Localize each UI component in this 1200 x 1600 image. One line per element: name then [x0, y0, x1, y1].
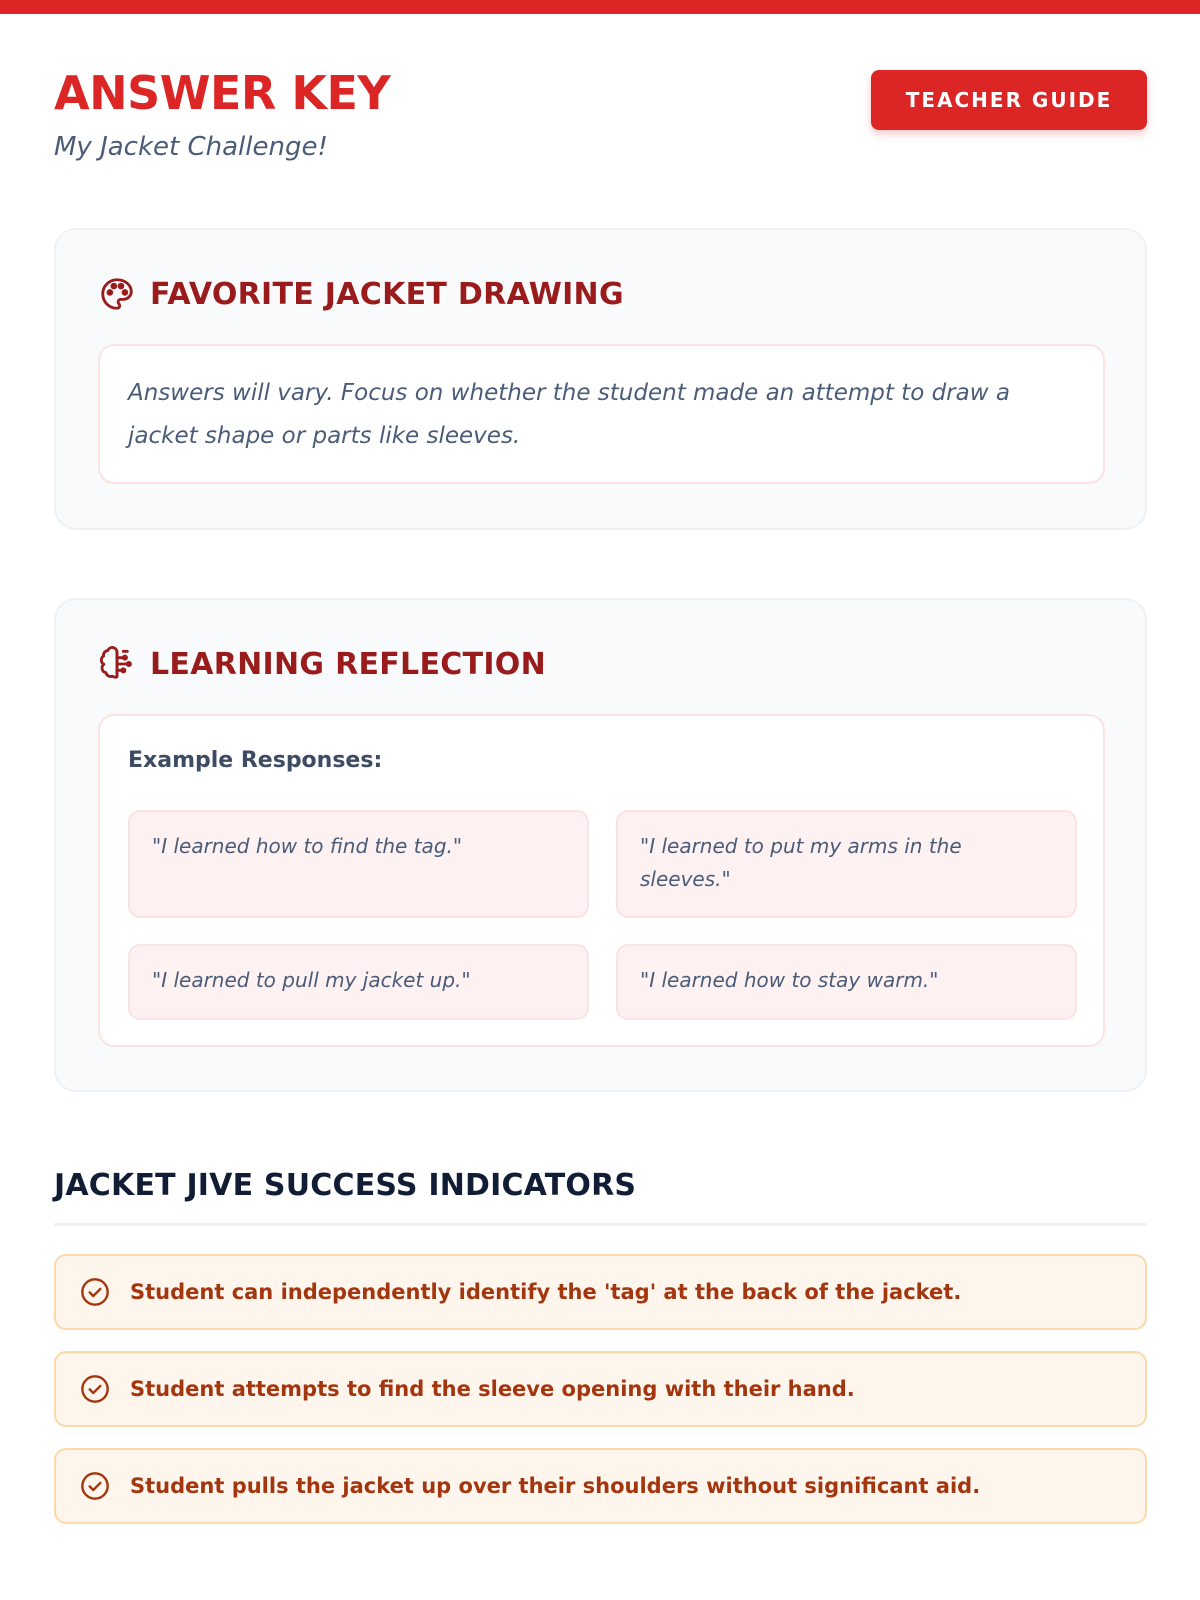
example-responses-label: Example Responses:	[128, 748, 383, 773]
example-response: "I learned how to stay warm."	[616, 944, 1077, 1020]
check-circle-icon	[78, 1372, 112, 1406]
section-title: FAVORITE JACKET DRAWING	[150, 276, 624, 312]
teacher-guide-button[interactable]: TEACHER GUIDE	[871, 70, 1147, 130]
example-response: "I learned to pull my jacket up."	[128, 944, 589, 1020]
page-header	[54, 66, 1147, 180]
card-header	[98, 644, 546, 684]
drawing-answer-text: Answers will vary. Focus on whether the student made an attempt to draw a jacket shape or parts like sleeves.	[128, 380, 1010, 449]
answer-key-page	[0, 14, 1200, 1600]
card-header	[98, 274, 624, 314]
example-response: "I learned how to find the tag."	[128, 810, 589, 918]
top-accent-bar	[0, 0, 1200, 14]
example-response: "I learned to put my arms in the sleeves."	[616, 810, 1077, 918]
section-divider	[54, 1223, 1147, 1226]
page-subtitle: My Jacket Challenge!	[54, 132, 328, 162]
success-indicator-text: Student can independently identify the 'tag' at the back of the jacket.	[130, 1280, 962, 1304]
brain-icon	[98, 645, 136, 683]
success-indicator-text: Student attempts to find the sleeve opening with their hand.	[130, 1377, 855, 1401]
favorite-jacket-drawing-card	[54, 228, 1147, 530]
success-indicator-item	[54, 1351, 1147, 1427]
success-indicator-item	[54, 1448, 1147, 1524]
learning-reflection-card	[54, 598, 1147, 1092]
page-title: ANSWER KEY	[54, 66, 391, 120]
success-indicator-text: Student pulls the jacket up over their shoulders without significant aid.	[130, 1474, 981, 1498]
check-circle-icon	[78, 1275, 112, 1309]
success-indicators-title: JACKET JIVE SUCCESS INDICATORS	[54, 1168, 637, 1203]
palette-icon	[98, 275, 136, 313]
section-title: LEARNING REFLECTION	[150, 646, 547, 682]
check-circle-icon	[78, 1469, 112, 1503]
example-responses-box	[98, 714, 1105, 1047]
drawing-answer-box	[98, 344, 1105, 484]
success-indicator-item	[54, 1254, 1147, 1330]
